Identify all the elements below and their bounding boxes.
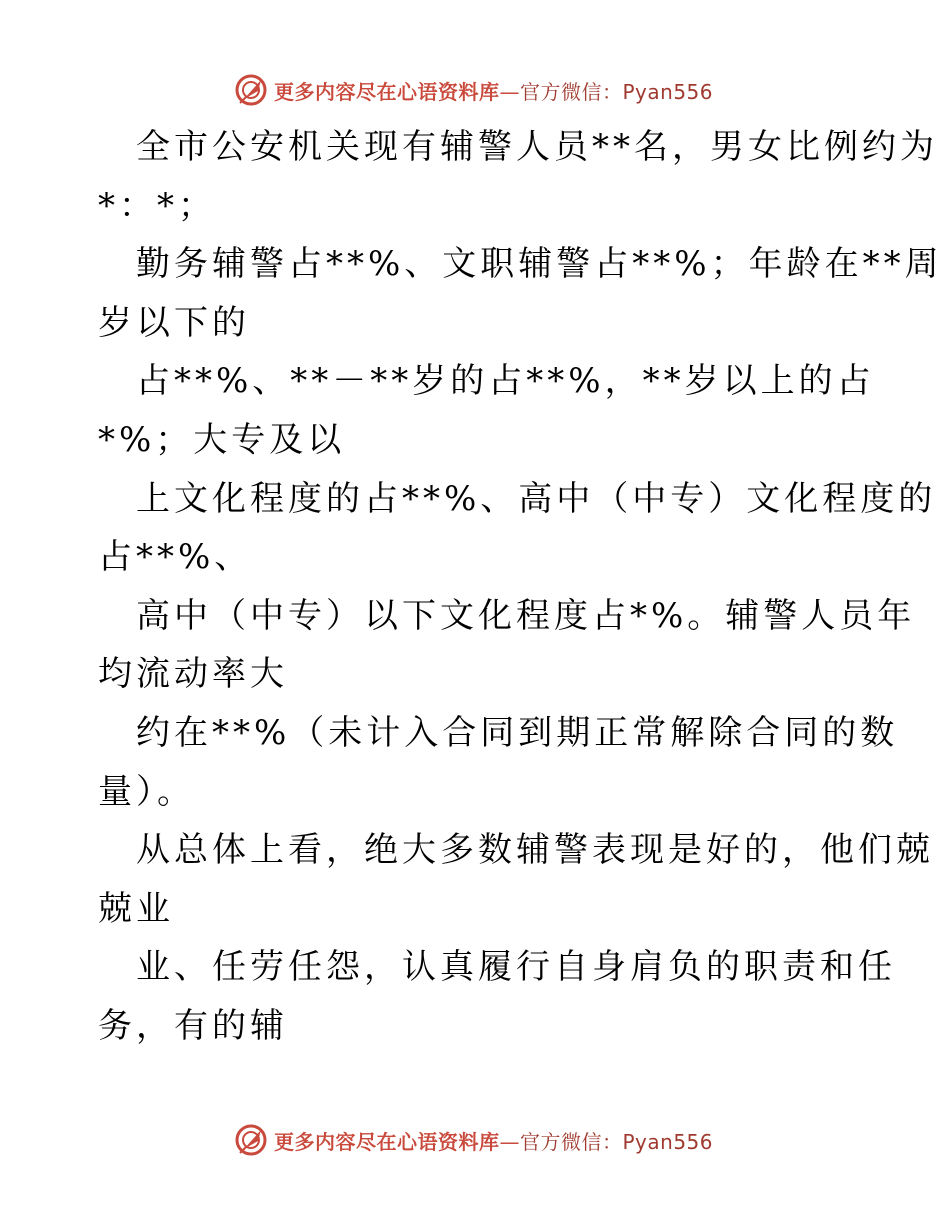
body-line: 占**%、**－**岁的占**%，**岁以上的占 [136, 361, 875, 402]
footer-banner [234, 1122, 713, 1158]
banner-lead-text: 更多内容尽在心语资料库 [274, 79, 500, 104]
document-body [98, 118, 943, 1056]
body-line: 务，有的辅 [98, 1005, 288, 1046]
body-line: 均流动率大 [98, 654, 288, 695]
body-line: 兢业 [98, 888, 174, 929]
body-line: 约在**%（未计入合同到期正常解除合同的数 [136, 712, 899, 753]
body-line: 全市公安机关现有辅警人员**名，男女比例约为 [136, 127, 938, 167]
banner-wechat-text: 官方微信：Pyan556 [520, 1129, 714, 1154]
body-line: 量）。 [98, 771, 195, 812]
body-line: 岁以下的 [98, 302, 250, 343]
quill-logo-icon [234, 1123, 268, 1157]
banner-text [274, 76, 713, 105]
body-line: 高中（中专）以下文化程度占*%。辅警人员年 [136, 595, 916, 636]
header-banner [234, 72, 713, 108]
banner-lead-text: 更多内容尽在心语资料库 [274, 1129, 500, 1154]
body-line: 从总体上看，绝大多数辅警表现是好的，他们兢 [136, 830, 934, 871]
body-line: 勤务辅警占**%、文职辅警占**%；年龄在**周 [136, 244, 943, 285]
body-line: 上文化程度的占**%、高中（中专）文化程度的 [136, 478, 937, 519]
body-line: *：*； [98, 185, 216, 226]
body-line: 业、任劳任怨，认真履行自身肩负的职责和任 [136, 947, 896, 988]
banner-text [274, 1126, 713, 1155]
body-line: *%；大专及以 [98, 419, 346, 460]
banner-dash: — [499, 1129, 520, 1154]
body-line: 占**%、 [98, 537, 253, 578]
banner-dash: — [499, 79, 520, 104]
banner-wechat-text: 官方微信：Pyan556 [520, 79, 714, 104]
quill-logo-icon [234, 73, 268, 107]
